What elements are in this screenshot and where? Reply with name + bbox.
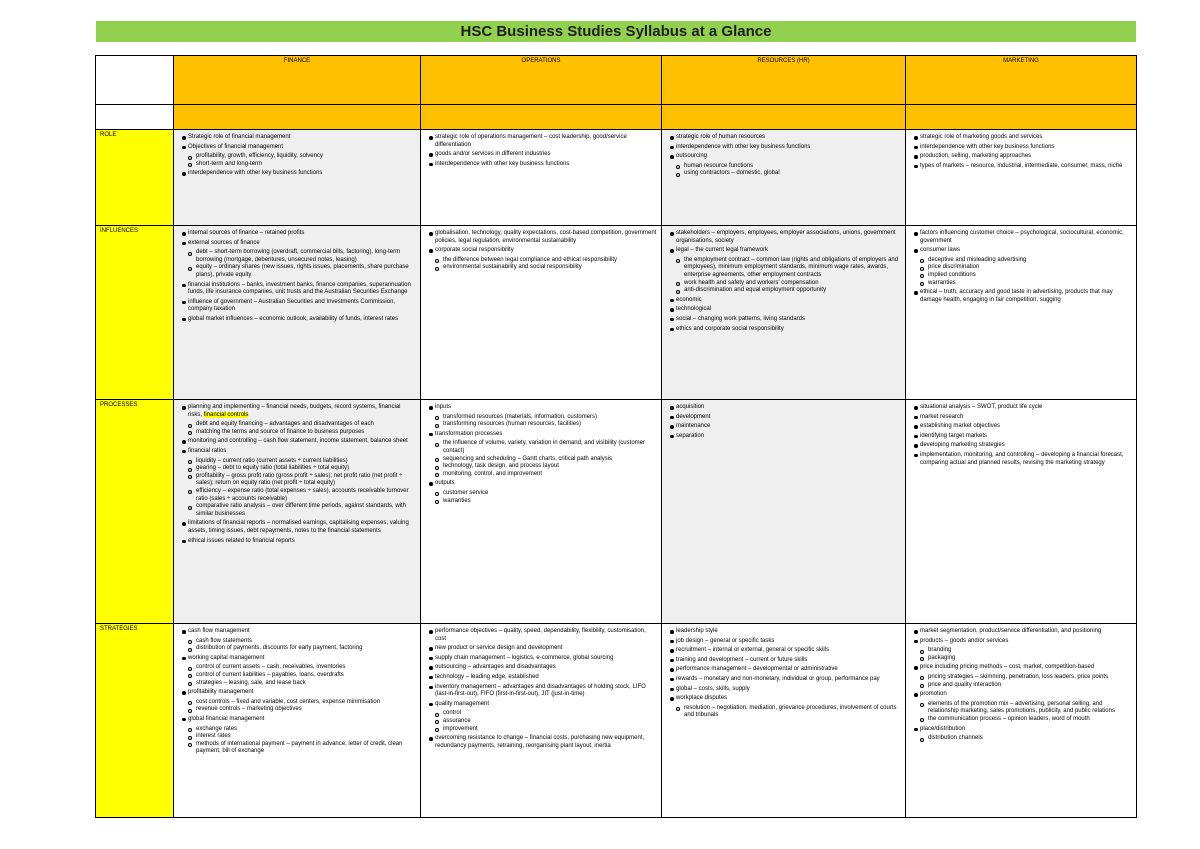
sub-item: transforming resources (human resources, facilities) xyxy=(429,421,657,429)
list-item: interdependence with other key business functions xyxy=(914,144,1132,152)
processes-resources-cell xyxy=(662,400,906,624)
list-item: monitoring and controlling – cash flow statement, income statement, balance sheet xyxy=(182,438,416,446)
sub-item: work health and safety and workers' compensation xyxy=(670,280,901,288)
sub-item: price and quality interaction xyxy=(914,682,1132,690)
list-item: development xyxy=(670,414,901,422)
header-spacer-resources xyxy=(662,105,906,130)
list-item: profitability management xyxy=(182,689,416,697)
sub-item: interest rates xyxy=(182,733,416,741)
sub-item: control of current liabilities – payables, loans, overdrafts xyxy=(182,672,416,680)
sub-item: pricing strategies – skimming, penetration, loss leaders, price points xyxy=(914,674,1132,682)
list-item: internal sources of finance – retained profits xyxy=(182,230,416,238)
header-row xyxy=(96,56,1137,105)
strategies-resources-cell xyxy=(662,624,906,818)
sub-item: sequencing and scheduling – Gantt charts, critical path analysis xyxy=(429,456,657,464)
list-item: social – changing work patterns, living standards xyxy=(670,316,901,324)
sub-item: short-term and long-term xyxy=(182,161,416,169)
list-item: factors influencing customer choice – psychological, sociocultural, economic, government xyxy=(914,230,1132,245)
row-processes xyxy=(96,400,1137,624)
sub-item: resolution – negotiation, mediation, grievance procedures, involvement of courts and tribunals xyxy=(670,705,901,720)
list-item: cash flow management xyxy=(182,628,416,636)
list-item: financial institutions – banks, investment banks, finance companies, superannuation funds, life insurance companies, unit trusts and the Australian Securities Exchange xyxy=(182,282,416,297)
sub-item: debt – short-term borrowing (overdraft, commercial bills, factoring), long-term borrowing (mortgage, debentures, unsecured notes, leasing) xyxy=(182,249,416,264)
list-item: identifying target markets xyxy=(914,433,1132,441)
sub-item: matching the terms and source of finance to business purposes xyxy=(182,429,416,437)
sub-item: profitability – gross profit ratio (gross profit ÷ sales); net profit ratio (net profit ÷ sales); return on equity ratio (net profit ÷ total equity) xyxy=(182,473,416,488)
list-item: market research xyxy=(914,414,1132,422)
row-label-influences: INFLUENCES xyxy=(96,226,174,400)
list-item: global financial management xyxy=(182,716,416,724)
list-item: establishing market objectives xyxy=(914,423,1132,431)
list-item: external sources of finance xyxy=(182,240,416,248)
list-item: developing marketing strategies xyxy=(914,442,1132,450)
list-item: influence of government – Australian Securities and Investments Commission, company taxation xyxy=(182,299,416,314)
sub-item: control xyxy=(429,710,657,718)
list-item: transformation processes xyxy=(429,431,657,439)
list-item: interdependence with other key business functions xyxy=(429,161,657,169)
sub-item: assurance xyxy=(429,718,657,726)
list-item: interdependence with other key business functions xyxy=(670,144,901,152)
sub-item: comparative ratio analysis – over different time periods, against standards, with similar businesses xyxy=(182,503,416,518)
sub-item: efficiency – expense ratio (total expenses ÷ sales), accounts receivable turnover ratio (sales ÷ accounts receivable) xyxy=(182,488,416,503)
header-spacer-marketing xyxy=(906,105,1137,130)
list-item: global – costs, skills, supply xyxy=(670,686,901,694)
list-item: supply chain management – logistics, e-commerce, global sourcing xyxy=(429,655,657,663)
sub-item: packaging xyxy=(914,655,1132,663)
sub-item: liquidity – current ratio (current assets ÷ current liabilities) xyxy=(182,458,416,466)
influences-resources-cell xyxy=(662,226,906,400)
list-item: global market influences – economic outlook, availability of funds, interest rates xyxy=(182,316,416,324)
list-item: training and development – current or future skills xyxy=(670,657,901,665)
list-item: performance objectives – quality, speed, dependability, flexibility, customisation, cost xyxy=(429,628,657,643)
list-item: market segmentation, product/service differentiation, and positioning xyxy=(914,628,1132,636)
sub-item: using contractors – domestic, global xyxy=(670,170,901,178)
sub-item: profitability, growth, efficiency, liquidity, solvency xyxy=(182,153,416,161)
sub-item: the influence of volume, variety, variation in demand, and visibility (customer contact) xyxy=(429,440,657,455)
list-item: inventory management – advantages and disadvantages of holding stock, LIFO (last-in-first-out), FIFO (first-in-first-out), JIT (just-in-time) xyxy=(429,684,657,699)
role-resources-cell xyxy=(662,130,906,226)
row-label-strategies: STRATEGIES xyxy=(96,624,174,818)
role-marketing-cell xyxy=(906,130,1137,226)
list-item: working capital management xyxy=(182,655,416,663)
list-item: ethical issues related to financial reports xyxy=(182,538,416,546)
corner-cell xyxy=(96,56,174,105)
processes-finance-cell xyxy=(174,400,421,624)
list-item: job design – general or specific tasks xyxy=(670,638,901,646)
sub-item: transformed resources (materials, information, customers) xyxy=(429,414,657,422)
list-item: recruitment – internal or external, general or specific skills xyxy=(670,647,901,655)
sub-item: distribution channels xyxy=(914,735,1132,743)
header-resources: RESOURCES (HR) xyxy=(662,56,906,105)
list-item: separation xyxy=(670,433,901,441)
list-item: economic xyxy=(670,297,901,305)
sub-item: exchange rates xyxy=(182,726,416,734)
list-item: quality management xyxy=(429,701,657,709)
list-item: consumer laws xyxy=(914,247,1132,255)
list-item: legal – the current legal framework xyxy=(670,247,901,255)
sub-item: warranties xyxy=(914,280,1132,288)
influences-operations-cell xyxy=(421,226,662,400)
sub-item: cash flow statements xyxy=(182,638,416,646)
list-item: price including pricing methods – cost, market, competition-based xyxy=(914,664,1132,672)
influences-finance-cell xyxy=(174,226,421,400)
sub-item: deceptive and misleading advertising xyxy=(914,257,1132,265)
sub-item: improvement xyxy=(429,726,657,734)
sub-item: gearing – debt to equity ratio (total liabilities ÷ total equity) xyxy=(182,465,416,473)
sub-item: methods of international payment – payment in advance, letter of credit, clean payment, bill of exchange xyxy=(182,741,416,756)
header-spacer-row xyxy=(96,105,1137,130)
list-item: technology – leading edge, established xyxy=(429,674,657,682)
list-item: overcoming resistance to change – financial costs, purchasing new equipment, redundancy payments, retraining, reorganising plant layout, inertia xyxy=(429,735,657,750)
list-item: stakeholders – employers, employees, employer associations, unions, government organisations, society xyxy=(670,230,901,245)
header-spacer-finance xyxy=(174,105,421,130)
list-item: types of markets – resource, industrial, intermediate, consumer, mass, niche xyxy=(914,163,1132,171)
row-label-role: ROLE xyxy=(96,130,174,226)
list-item: strategic role of operations management – cost leadership, good/service differentiation xyxy=(429,134,657,149)
list-item: corporate social responsibility xyxy=(429,247,657,255)
header-finance: FINANCE xyxy=(174,56,421,105)
list-item: strategic role of marketing goods and services xyxy=(914,134,1132,142)
sub-item: revenue controls – marketing objectives xyxy=(182,706,416,714)
list-item: new product or service design and development xyxy=(429,645,657,653)
list-item-text: planning and implementing – financial needs, budgets, record systems, financial risks, xyxy=(188,404,401,418)
list-item: outputs xyxy=(429,480,657,488)
list-item: limitations of financial reports – normalised earnings, capitalising expenses, valuing assets, timing issues, debt repayments, notes to the financial statements xyxy=(182,520,416,535)
highlighted-text: financial controls xyxy=(203,411,249,418)
strategies-operations-cell xyxy=(421,624,662,818)
list-item: outsourcing – advantages and disadvantages xyxy=(429,664,657,672)
list-item: financial ratios xyxy=(182,448,416,456)
list-item: ethical – truth, accuracy and good taste in advertising, products that may damage health, engaging in fair competition, sugging xyxy=(914,289,1132,304)
header-spacer-operations xyxy=(421,105,662,130)
list-item: production, selling, marketing approaches xyxy=(914,153,1132,161)
sub-item: warranties xyxy=(429,498,657,506)
sub-item: customer service xyxy=(429,490,657,498)
list-item: goods and/or services in different industries xyxy=(429,151,657,159)
list-item: technological xyxy=(670,306,901,314)
list-item: Strategic role of financial management xyxy=(182,134,416,142)
row-strategies xyxy=(96,624,1137,818)
sub-item: the communication process – opinion leaders, word of mouth xyxy=(914,716,1132,724)
sub-item: monitoring, control, and improvement xyxy=(429,471,657,479)
list-item: promotion xyxy=(914,691,1132,699)
sub-item: price discrimination xyxy=(914,264,1132,272)
list-item: situational analysis – SWOT, product life cycle xyxy=(914,404,1132,412)
role-finance-cell xyxy=(174,130,421,226)
sub-item: elements of the promotion mix – advertising, personal selling, and relationship marketing, sales promotions, publicity, and public relations xyxy=(914,701,1132,716)
sub-item: technology, task design, and process layout xyxy=(429,463,657,471)
syllabus-table xyxy=(95,55,1137,818)
sub-item: the employment contract – common law (rights and obligations of employers and employees), minimum employment standards, minimum wage rates, awards, enterprise agreements, other employment contracts xyxy=(670,257,901,280)
header-operations: OPERATIONS xyxy=(421,56,662,105)
sub-item: debt and equity financing – advantages and disadvantages of each xyxy=(182,421,416,429)
processes-marketing-cell xyxy=(906,400,1137,624)
sub-item: anti-discrimination and equal employment opportunity xyxy=(670,287,901,295)
header-marketing: MARKETING xyxy=(906,56,1137,105)
list-item: maintenance xyxy=(670,423,901,431)
list-item: acquisition xyxy=(670,404,901,412)
list-item: performance management – developmental or administrative xyxy=(670,666,901,674)
row-label-processes: PROCESSES xyxy=(96,400,174,624)
list-item: place/distribution xyxy=(914,726,1132,734)
list-item: Objectives of financial management xyxy=(182,144,416,152)
spacer-cell xyxy=(96,105,174,130)
strategies-finance-cell xyxy=(174,624,421,818)
sub-item: strategies – leasing, sale, and lease back xyxy=(182,680,416,688)
processes-operations-cell xyxy=(421,400,662,624)
role-operations-cell xyxy=(421,130,662,226)
page-title: HSC Business Studies Syllabus at a Glance xyxy=(96,21,1136,42)
list-item: rewards – monetary and non-monetary, individual or group, performance pay xyxy=(670,676,901,684)
influences-marketing-cell xyxy=(906,226,1137,400)
list-item: leadership style xyxy=(670,628,901,636)
list-item: inputs xyxy=(429,404,657,412)
list-item: ethics and corporate social responsibility xyxy=(670,326,901,334)
sub-item: distribution of payments, discounts for early payment, factoring xyxy=(182,645,416,653)
list-item xyxy=(182,404,416,419)
sub-item: environmental sustainability and social responsibility xyxy=(429,264,657,272)
list-item: products – goods and/or services xyxy=(914,638,1132,646)
row-role xyxy=(96,130,1137,226)
sub-item: control of current assets – cash, receivables, inventories xyxy=(182,664,416,672)
sub-item: the difference between legal compliance and ethical responsibility xyxy=(429,257,657,265)
list-item: workplace disputes xyxy=(670,695,901,703)
list-item: globalisation, technology, quality expectations, cost-based competition, government policies, legal regulation, environmental sustainability xyxy=(429,230,657,245)
list-item: strategic role of human resources xyxy=(670,134,901,142)
sub-item: branding xyxy=(914,647,1132,655)
list-item: implementation, monitoring, and controlling – developing a financial forecast, comparing actual and planned results, revising the marketing strategy xyxy=(914,452,1132,467)
sub-item: implied conditions xyxy=(914,272,1132,280)
row-influences xyxy=(96,226,1137,400)
list-item: outsourcing xyxy=(670,153,901,161)
strategies-marketing-cell xyxy=(906,624,1137,818)
list-item: interdependence with other key business functions xyxy=(182,170,416,178)
sub-item: equity – ordinary shares (new issues, rights issues, placements, share purchase plans), private equity xyxy=(182,264,416,279)
sub-item: cost controls – fixed and variable, cost centers, expense minimisation xyxy=(182,699,416,707)
sub-item: human resource functions xyxy=(670,163,901,171)
